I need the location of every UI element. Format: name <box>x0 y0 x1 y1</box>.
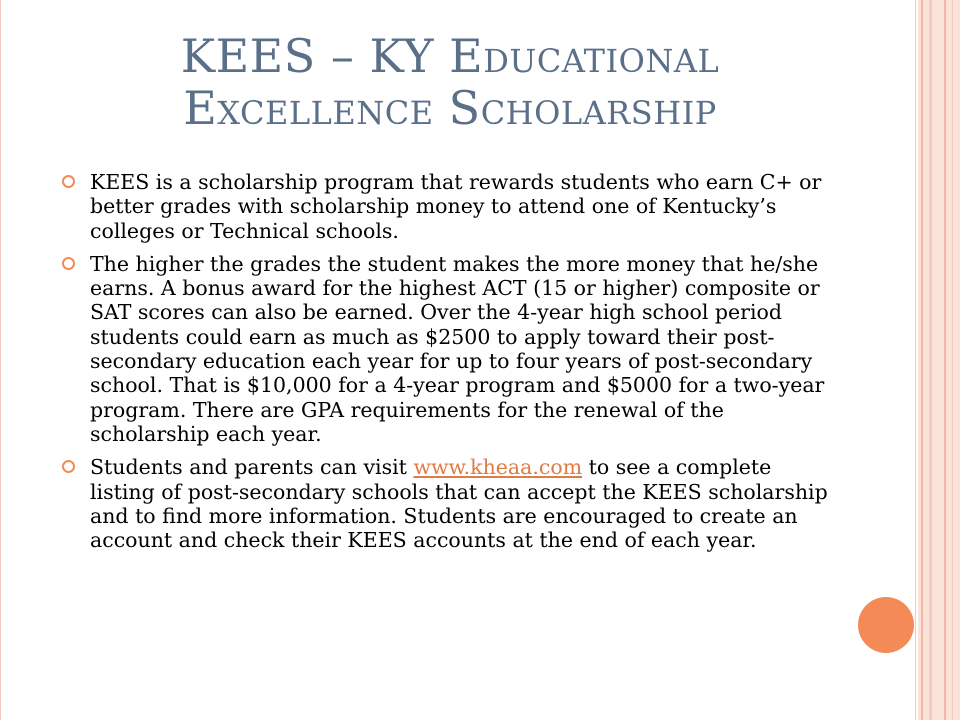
title-line-1: KEES – KY Educational <box>180 29 720 83</box>
kheaa-link[interactable]: www.kheaa.com <box>413 455 583 480</box>
bullet-circle-icon <box>62 175 75 188</box>
slide-title <box>80 30 820 134</box>
bullet-text-after-link: to see a complete listing of post-secondary schools that can accept the KEES scholarship and to find more information. Students are encouraged to create an account and check their KEES accounts at the end of each year. <box>90 455 828 553</box>
decorative-circle <box>858 597 914 653</box>
decorative-stripe <box>944 0 946 720</box>
bullet-item <box>60 455 830 552</box>
bullet-list <box>60 170 830 561</box>
decorative-stripe <box>921 0 923 720</box>
bullet-circle-icon <box>62 257 75 270</box>
title-line-2: Excellence Scholarship <box>183 81 717 135</box>
bullet-text: The higher the grades the student makes the more money that he/she earns. A bonus award for the highest ACT (15 or higher) composite or SAT scores can also be earned. Over the 4-year high school period students could earn as much as $2500 to apply toward their post-secondary education each year for up to four years of post-secondary school. That is $10,000 for a 4-year program and $5000 for a two-year program. There are GPA requirements for the renewal of the scholarship each year. <box>90 251 825 446</box>
bullet-item <box>60 252 830 446</box>
decorative-stripe <box>952 0 953 720</box>
bullet-text: KEES is a scholarship program that rewards students who earn C+ or better grades with scholarship money to attend one of Kentucky’s colleges or Technical schools. <box>90 170 822 243</box>
bullet-circle-icon <box>62 460 75 473</box>
decorative-stripe-band <box>918 0 960 720</box>
decorative-stripe <box>929 0 932 720</box>
bullet-item <box>60 170 830 243</box>
bullet-text-before-link: Students and parents can visit <box>90 455 414 480</box>
